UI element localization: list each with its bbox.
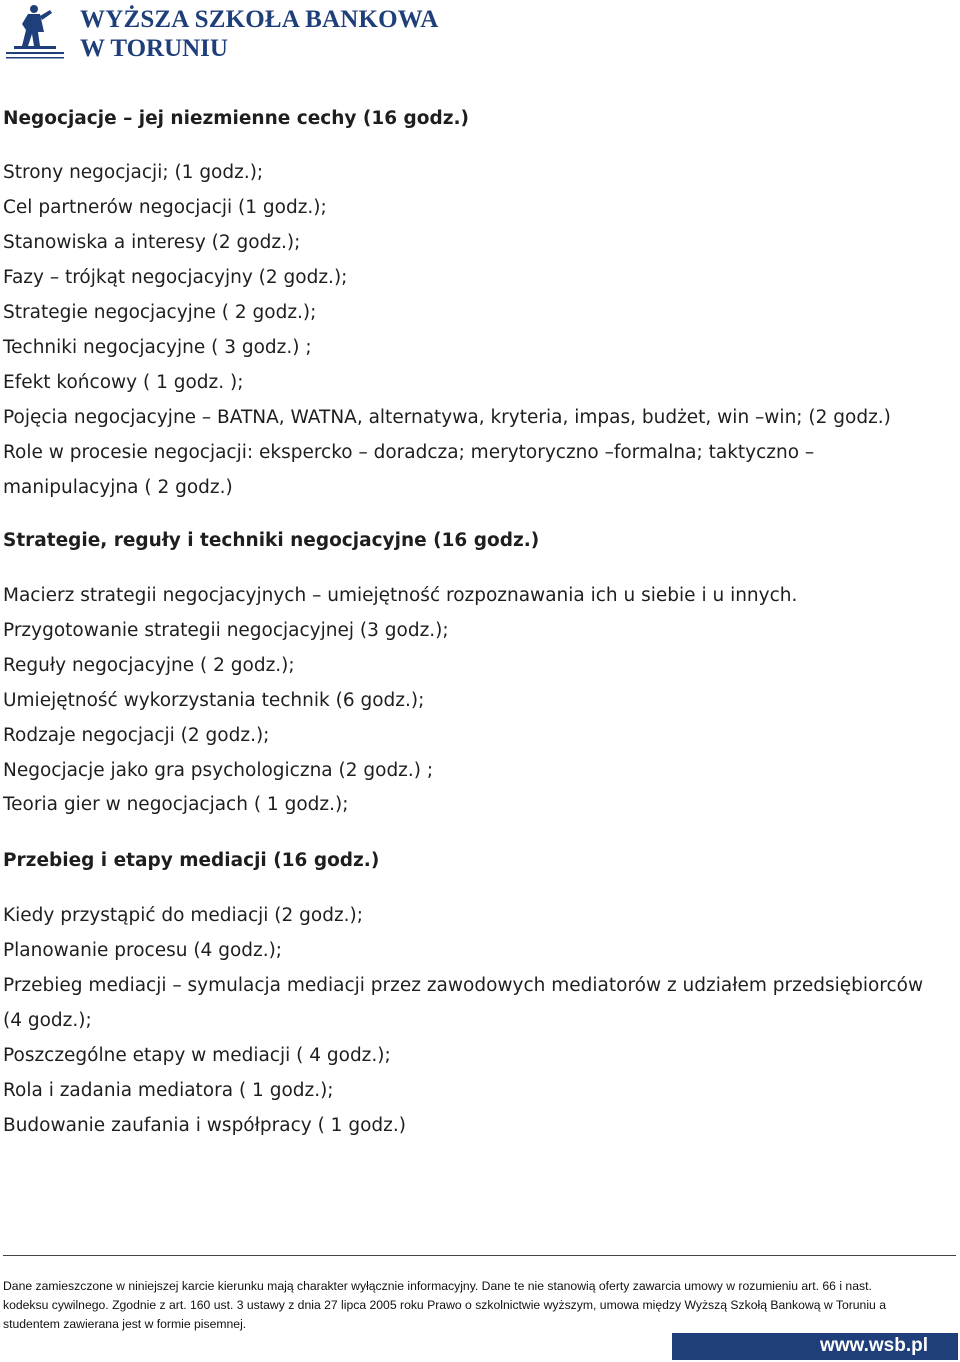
list-item: Efekt końcowy ( 1 godz. ); [3,372,244,393]
list-item: Budowanie zaufania i współpracy ( 1 godz.) [3,1115,406,1136]
list-item: Fazy – trójkąt negocjacyjny (2 godz.); [3,267,348,288]
section-heading: Przebieg i etapy mediacji (16 godz.) [3,850,380,871]
list-item: Teoria gier w negocjacjach ( 1 godz.); [3,794,349,815]
website-banner [672,1333,958,1360]
list-item: Rola i zadania mediatora ( 1 godz.); [3,1080,334,1101]
logo-title-line2: W TORUNIU [80,35,228,62]
list-item: Cel partnerów negocjacji (1 godz.); [3,197,327,218]
section-heading: Strategie, reguły i techniki negocjacyjne (16 godz.) [3,530,540,551]
school-logo [4,2,439,64]
list-item: Techniki negocjacyjne ( 3 godz.) ; [3,337,312,358]
disclaimer-line: Dane zamieszczone w niniejszej karcie kierunku mają charakter wyłącznie informacyjny. Dane te nie stanowią oferty zawarcia umowy w rozumieniu art. 66 i nast. [3,1279,872,1293]
list-item: manipulacyjna ( 2 godz.) [3,477,233,498]
list-item: Macierz strategii negocjacyjnych – umiejętność rozpoznawania ich u siebie i u innych. [3,585,798,606]
logo-title-line1: WYŻSZA SZKOŁA BANKOWA [80,6,439,33]
list-item: Pojęcia negocjacyjne – BATNA, WATNA, alternatywa, kryteria, impas, budżet, win –win; (2 godz.) [3,407,891,428]
emblem-icon [4,2,76,64]
list-item: Kiedy przystąpić do mediacji (2 godz.); [3,905,364,926]
section-heading: Negocjacje – jej niezmienne cechy (16 godz.) [3,108,469,129]
list-item: Strony negocjacji; (1 godz.); [3,162,264,183]
list-item: Przebieg mediacji – symulacja mediacji przez zawodowych mediatorów z udziałem przedsiębiorców [3,975,924,996]
footer-divider [3,1255,956,1256]
list-item: Role w procesie negocjacji: ekspercko – doradcza; merytoryczno –formalna; taktyczno – [3,442,815,463]
disclaimer-line: kodeksu cywilnego. Zgodnie z art. 160 ust. 3 ustawy z dnia 27 lipca 2005 roku Prawo o szkolnictwie wyższym, umowa między Wyższą Szkołą Bankową w Toruniu a [3,1298,886,1312]
list-item: Negocjacje jako gra psychologiczna (2 godz.) ; [3,760,434,781]
list-item: Rodzaje negocjacji (2 godz.); [3,725,270,746]
list-item: Planowanie procesu (4 godz.); [3,940,283,961]
list-item: Stanowiska a interesy (2 godz.); [3,232,301,253]
list-item: Umiejętność wykorzystania technik (6 godz.); [3,690,425,711]
list-item: Strategie negocjacyjne ( 2 godz.); [3,302,317,323]
list-item: Przygotowanie strategii negocjacyjnej (3 godz.); [3,620,449,641]
list-item: Poszczególne etapy w mediacji ( 4 godz.); [3,1045,391,1066]
list-item: Reguły negocjacyjne ( 2 godz.); [3,655,295,676]
website-link[interactable]: www.wsb.pl [819,1335,928,1356]
disclaimer-line: studentem zawierana jest w formie pisemnej. [3,1317,247,1331]
footer-disclaimer [3,1277,953,1334]
list-item: (4 godz.); [3,1010,92,1031]
